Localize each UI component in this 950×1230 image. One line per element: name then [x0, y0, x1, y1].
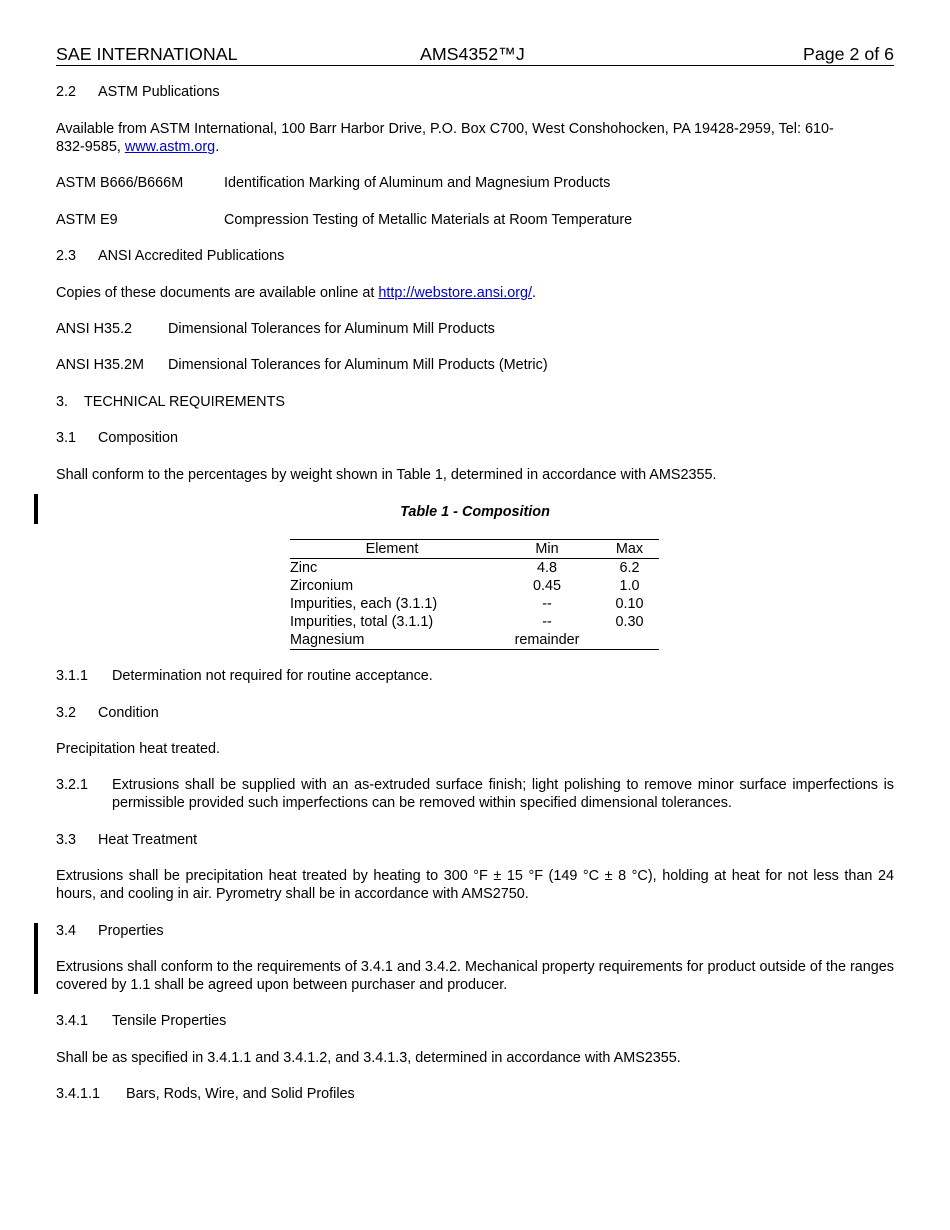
page-header: [56, 44, 894, 66]
table-row: [290, 631, 659, 650]
section-number: 3.1.1: [56, 668, 89, 684]
section-title: Properties: [98, 923, 164, 939]
section-3-4-1-body: Shall be as specified in 3.4.1.1 and 3.4.1.2, and 3.4.1.3, determined in accordance with AMS2355.: [56, 1050, 681, 1066]
reference-row: [0, 174, 950, 192]
cell-min: --: [542, 614, 552, 630]
section-body: Determination not required for routine acceptance.: [112, 668, 433, 684]
section-3-4-body: Extrusions shall conform to the requirements of 3.4.1 and 3.4.2. Mechanical property requirements for product outside of the ranges covered by 1.1 shall be agreed upon between purchaser and producer.: [56, 959, 894, 993]
cell-max: 6.2: [619, 560, 640, 576]
section-title: ANSI Accredited Publications: [98, 248, 285, 264]
section-3-3-heading: [56, 831, 894, 849]
cell-max: 1.0: [619, 578, 640, 594]
ansi-availability-text: Copies of these documents are available online at: [56, 285, 379, 301]
cell-element: Impurities, total (3.1.1): [290, 614, 434, 630]
section-3-4-1-heading: [56, 1012, 894, 1030]
section-3-4-heading: [56, 922, 894, 940]
section-number: 2.2: [56, 84, 77, 100]
table-row: [290, 595, 659, 613]
astm-availability-text-2: 832-9585,: [56, 139, 125, 155]
reference-title: Compression Testing of Metallic Materials at Room Temperature: [224, 212, 633, 228]
table-row: [290, 559, 659, 578]
section-title: Tensile Properties: [112, 1013, 227, 1029]
table-1-title: Table 1 - Composition: [400, 504, 550, 520]
reference-title: Dimensional Tolerances for Aluminum Mill Products (Metric): [168, 357, 548, 373]
column-header-min: Min: [494, 540, 600, 559]
astm-availability-end: .: [215, 139, 220, 155]
cell-max: 0.30: [615, 614, 644, 630]
revision-change-bar: [34, 923, 38, 994]
cell-element: Zinc: [290, 560, 318, 576]
column-header-element: Element: [290, 540, 494, 559]
table-row: [290, 613, 659, 631]
section-title: Heat Treatment: [98, 832, 198, 848]
reference-row: [0, 320, 950, 338]
section-3-1-heading: [56, 429, 894, 447]
astm-availability-paragraph: [56, 120, 894, 156]
section-3-2-1-number: 3.2.1: [56, 777, 89, 793]
header-page-number: Page 2 of 6: [803, 44, 894, 64]
section-2-3-heading: [56, 247, 894, 265]
table-header-row: [290, 540, 659, 559]
section-3-2-heading: [56, 704, 894, 722]
cell-element: Zirconium: [290, 578, 354, 594]
section-number: 3.4: [56, 923, 77, 939]
reference-code: ASTM B666/B666M: [56, 175, 184, 191]
table-row: [290, 577, 659, 595]
reference-title: Dimensional Tolerances for Aluminum Mill Products: [168, 321, 495, 337]
cell-min: 0.45: [532, 578, 561, 594]
column-header-max: Max: [600, 540, 659, 559]
section-2-2-heading: [56, 83, 894, 101]
section-number: 3.2: [56, 705, 77, 721]
cell-min: remainder: [494, 631, 600, 650]
reference-code: ASTM E9: [56, 212, 118, 228]
cell-max: [600, 631, 659, 650]
cell-max: 0.10: [615, 596, 644, 612]
section-number: 3.: [56, 394, 69, 410]
section-3-3-body: Extrusions shall be precipitation heat treated by heating to 300 °F ± 15 °F (149 °C ± 8 °C), holding at heat for not less than 24 hours, and cooling in air. Pyrometry shall be in accordance with AMS2750.: [56, 868, 894, 902]
cell-element: Magnesium: [290, 631, 494, 650]
section-3-1-body: Shall conform to the percentages by weight shown in Table 1, determined in accordance with AMS2355.: [56, 467, 717, 483]
reference-title: Identification Marking of Aluminum and Magnesium Products: [224, 175, 611, 191]
section-title: Composition: [98, 430, 178, 446]
cell-min: --: [542, 596, 552, 612]
revision-change-bar: [34, 494, 38, 524]
section-3-heading: [56, 393, 894, 411]
section-3-2-1-body: Extrusions shall be supplied with an as-extruded surface finish; light polishing to remove minor surface imperfections is permissible provided such imperfections can be removed within specified dimensional tolerances.: [112, 777, 894, 811]
reference-code: ANSI H35.2: [56, 321, 132, 337]
section-3-1-1: [56, 667, 894, 685]
cell-element: Impurities, each (3.1.1): [290, 596, 438, 612]
ansi-availability-paragraph: [56, 284, 894, 302]
ansi-availability-end: .: [532, 285, 536, 301]
section-title: TECHNICAL REQUIREMENTS: [84, 394, 285, 410]
astm-availability-text-1: Available from ASTM International, 100 Barr Harbor Drive, P.O. Box C700, West Conshohocken, PA 19428-2959, Tel: 610-: [56, 121, 834, 137]
section-number: 3.4.1.1: [56, 1086, 101, 1102]
header-doc-id: AMS4352™J: [420, 44, 525, 64]
section-number: 2.3: [56, 248, 77, 264]
section-number: 3.1: [56, 430, 77, 446]
section-title: Bars, Rods, Wire, and Solid Profiles: [126, 1086, 355, 1102]
reference-code: ANSI H35.2M: [56, 357, 144, 373]
section-title: Condition: [98, 705, 159, 721]
composition-table: [290, 539, 659, 650]
reference-row: [0, 211, 950, 229]
section-title: ASTM Publications: [98, 84, 220, 100]
section-number: 3.4.1: [56, 1013, 89, 1029]
section-3-2-body: Precipitation heat treated.: [56, 741, 220, 757]
section-3-4-1-1-heading: [56, 1085, 894, 1103]
reference-row: [0, 356, 950, 374]
ansi-webstore-link[interactable]: http://webstore.ansi.org/: [378, 285, 532, 301]
cell-min: 4.8: [536, 560, 557, 576]
astm-link[interactable]: www.astm.org: [124, 139, 216, 155]
section-number: 3.3: [56, 832, 77, 848]
header-org: SAE INTERNATIONAL: [56, 44, 238, 64]
